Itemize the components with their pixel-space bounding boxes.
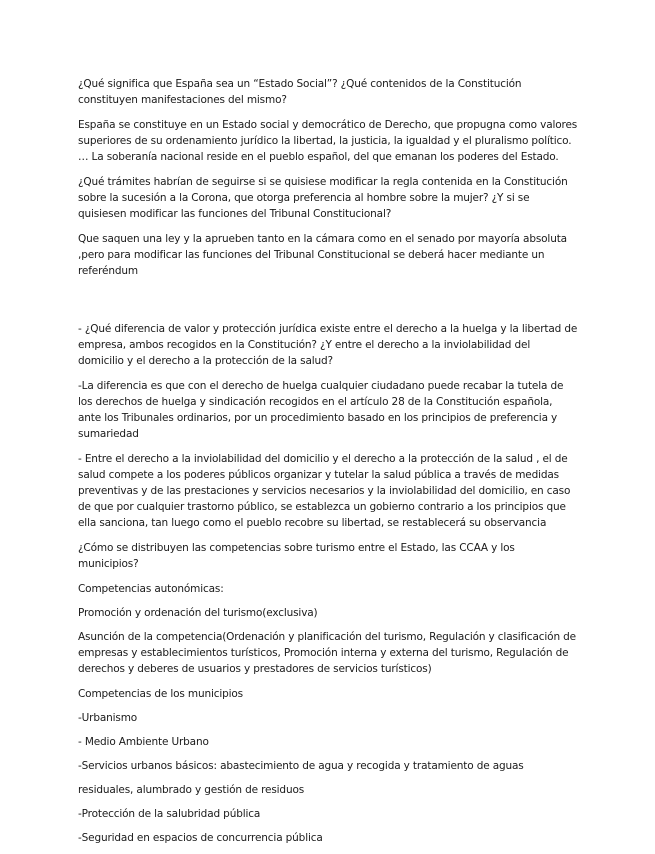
answer-domicilio-salud: - Entre el derecho a la inviolabilidad del domicilio y el derecho a la protección de la salud , el de salud compete a los poderes públicos organizar y tutelar la salud pública a través de medidas preventivas y de las prestaciones y servicios necesarios y la inviolabilidad del domicilio, en caso de que por cualquier trastorno público, se establezca un gobierno contrario a los principios que ella sanciona, tan luego como el pueblo recobre su libertad, se restablecerá su observancia [78,453,571,529]
municipio-item: -Protección de la salubridad pública [78,808,261,820]
municipio-item: residuales, alumbrado y gestión de residuos [78,784,305,796]
question-huelga-empresa: - ¿Qué diferencia de valor y protección jurídica existe entre el derecho a la huelga y la libertad de empresa, ambos recogidos en la Constitución? ¿Y entre el derecho a la inviolabilidad del domicilio y el derecho a la protección de la salud? [78,323,578,367]
answer-estado-social: España se constituye en un Estado social y democrático de Derecho, que propugna como valores superiores de su ordenamiento jurídico la libertad, la justicia, la igualdad y el pluralismo político. … La soberanía nacional reside en el pueblo español, del que emanan los poderes del Estado. [78,119,578,163]
answer-tramites-corona: Que saquen una ley y la aprueben tanto en la cámara como en el senado por mayoría absoluta ,pero para modificar las funciones del Tribunal Constitucional se deberá hacer mediante un referéndum [78,233,567,277]
municipio-item: -Urbanismo [78,712,138,724]
question-tramites-corona: ¿Qué trámites habrían de seguirse si se quisiese modificar la regla contenida en la Constitución sobre la sucesión a la Corona, que otorga preferencia al hombre sobre la mujer? ¿Y si se quisiesen modificar las funciones del Tribunal Constitucional? [78,176,568,220]
municipio-item: -Seguridad en espacios de concurrencia pública [78,832,323,844]
municipio-item: -Servicios urbanos básicos: abastecimiento de agua y recogida y tratamiento de aguas [78,760,524,772]
section-spacer [78,288,578,321]
document-page [78,76,578,854]
question-competencias-turismo: ¿Cómo se distribuyen las competencias sobre turismo entre el Estado, las CCAA y los municipios? [78,542,515,570]
heading-competencias-autonomicas: Competencias autonómicas: [78,583,224,595]
municipio-item: - Medio Ambiente Urbano [78,736,209,748]
question-estado-social: ¿Qué significa que España sea un “Estado Social”? ¿Qué contenidos de la Constitución constituyen manifestaciones del mismo? [78,78,522,106]
competencia-autonomica-item: Asunción de la competencia(Ordenación y planificación del turismo, Regulación y clasificación de empresas y establecimientos turísticos, Promoción interna y externa del turismo, Regulación de derechos y deberes de usuarios y prestadores de servicios turísticos) [78,631,576,675]
competencia-autonomica-item: Promoción y ordenación del turismo(exclusiva) [78,607,318,619]
heading-competencias-municipios: Competencias de los municipios [78,688,244,700]
answer-huelga: -La diferencia es que con el derecho de huelga cualquier ciudadano puede recabar la tutela de los derechos de huelga y sindicación recogidos en el artículo 28 de la Constitución española, ante los Tribunales ordinarios, por un procedimiento basado en los principios de preferencia y sumariedad [78,380,564,440]
